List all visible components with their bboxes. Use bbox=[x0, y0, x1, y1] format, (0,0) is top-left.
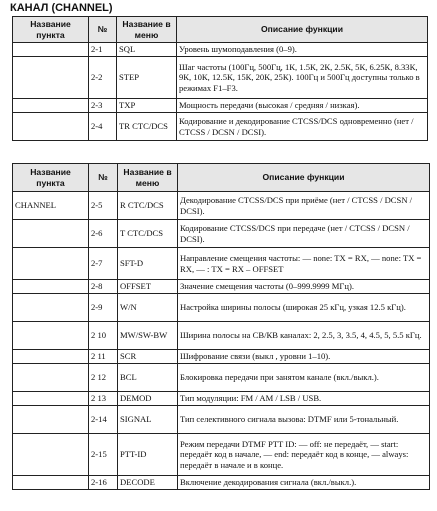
header-num: № bbox=[89, 17, 117, 43]
cell-item bbox=[13, 57, 89, 99]
cell-item bbox=[13, 113, 89, 141]
table-row bbox=[13, 392, 430, 406]
cell-menu: SFT-D bbox=[118, 248, 178, 280]
cell-menu: SCR bbox=[118, 350, 178, 364]
cell-num: 2-1 bbox=[89, 43, 117, 57]
cell-menu: PTT-ID bbox=[118, 434, 178, 476]
cell-desc: Включение декодирования сигнала (вкл./выкл.). bbox=[178, 476, 430, 490]
cell-num: 2-6 bbox=[89, 220, 118, 248]
cell-num: 2-8 bbox=[89, 280, 118, 294]
cell-menu: DECODE bbox=[118, 476, 178, 490]
cell-num: 2-2 bbox=[89, 57, 117, 99]
cell-num: 2-9 bbox=[89, 294, 118, 322]
header-menu: Название в меню bbox=[118, 164, 178, 192]
cell-desc: Режим передачи DTMF PTT ID: — off: не передаёт, — start: передаёт код в начале, — end: передаёт код в конце, — always: передаёт в начале и в конце. bbox=[178, 434, 430, 476]
cell-item bbox=[13, 476, 89, 490]
table-row bbox=[13, 113, 428, 141]
table-row bbox=[13, 280, 430, 294]
cell-item bbox=[13, 248, 89, 280]
header-desc: Описание функции bbox=[178, 164, 430, 192]
channel-table-2 bbox=[12, 163, 430, 490]
cell-num: 2-7 bbox=[89, 248, 118, 280]
table-row bbox=[13, 364, 430, 392]
cell-item bbox=[13, 280, 89, 294]
cell-item bbox=[13, 294, 89, 322]
cell-desc: Шифрование связи (выкл , уровни 1–10). bbox=[178, 350, 430, 364]
cell-num: 2 10 bbox=[89, 322, 118, 350]
cell-item bbox=[13, 350, 89, 364]
table-row bbox=[13, 476, 430, 490]
table-row bbox=[13, 248, 430, 280]
cell-menu: T CTC/DCS bbox=[118, 220, 178, 248]
header-menu: Название в меню bbox=[117, 17, 177, 43]
table-row bbox=[13, 434, 430, 476]
cell-desc: Тип модуляции: FM / AM / LSB / USB. bbox=[178, 392, 430, 406]
cell-item bbox=[13, 434, 89, 476]
table-row bbox=[13, 350, 430, 364]
cell-desc: Мощность передачи (высокая / средняя / низкая). bbox=[177, 99, 428, 113]
cell-num: 2-15 bbox=[89, 434, 118, 476]
cell-desc: Кодирование CTCSS/DCS при передаче (нет / CTCSS / DCSN / DCSI). bbox=[178, 220, 430, 248]
cell-desc: Уровень шумоподавления (0–9). bbox=[177, 43, 428, 57]
cell-item bbox=[13, 322, 89, 350]
cell-num: 2-4 bbox=[89, 113, 117, 141]
cell-item bbox=[13, 364, 89, 392]
cell-menu: DEMOD bbox=[118, 392, 178, 406]
cell-item bbox=[13, 220, 89, 248]
table-row bbox=[13, 99, 428, 113]
cell-menu: TR CTC/DCS bbox=[117, 113, 177, 141]
cell-num: 2 13 bbox=[89, 392, 118, 406]
cell-menu: BCL bbox=[118, 364, 178, 392]
cell-desc: Направление смещения частоты: — none: TX = RX, — none: TX = RX, — : TX = RX – OFFSET bbox=[178, 248, 430, 280]
cell-item: CHANNEL bbox=[13, 192, 89, 220]
cell-num: 2-14 bbox=[89, 406, 118, 434]
cell-desc: Тип селективного сигнала вызова: DTMF или 5-тональный. bbox=[178, 406, 430, 434]
table-row bbox=[13, 220, 430, 248]
table-row bbox=[13, 43, 428, 57]
cell-num: 2-16 bbox=[89, 476, 118, 490]
cell-menu: W/N bbox=[118, 294, 178, 322]
cell-desc: Ширина полосы на СВ/КВ каналах: 2, 2.5, 3, 3.5, 4, 4.5, 5, 5.5 кГц. bbox=[178, 322, 430, 350]
table-row bbox=[13, 57, 428, 99]
cell-num: 2-5 bbox=[89, 192, 118, 220]
cell-num: 2-3 bbox=[89, 99, 117, 113]
cell-num: 2 11 bbox=[89, 350, 118, 364]
cell-item bbox=[13, 406, 89, 434]
cell-num: 2 12 bbox=[89, 364, 118, 392]
cell-desc: Блокировка передачи при занятом канале (вкл./выкл.). bbox=[178, 364, 430, 392]
channel-table-1 bbox=[12, 16, 428, 141]
table-row bbox=[13, 322, 430, 350]
header-desc: Описание функции bbox=[177, 17, 428, 43]
header-num: № bbox=[89, 164, 118, 192]
cell-desc: Декодирование CTCSS/DCS при приёме (нет / CTCSS / DCSN / DCSI). bbox=[178, 192, 430, 220]
cell-menu: OFFSET bbox=[118, 280, 178, 294]
page-title: КАНАЛ (CHANNEL) bbox=[10, 2, 113, 14]
cell-desc: Настройка ширины полосы (широкая 25 кГц, узкая 12.5 кГц). bbox=[178, 294, 430, 322]
cell-item bbox=[13, 43, 89, 57]
cell-menu: SQL bbox=[117, 43, 177, 57]
cell-desc: Шаг частоты (100Гц, 500Гц, 1К, 1.5К, 2К, 2.5К, 5К, 6.25К, 8.33К, 9К, 10К, 12.5К, 15К, 20К, 25К). 100Гц и 500Гц доступны только в режимах F1–F3. bbox=[177, 57, 428, 99]
cell-item bbox=[13, 99, 89, 113]
cell-desc: Значение смещения частоты (0–999.9999 МГц). bbox=[178, 280, 430, 294]
table-row bbox=[13, 192, 430, 220]
cell-menu: R CTC/DCS bbox=[118, 192, 178, 220]
table-row bbox=[13, 294, 430, 322]
cell-menu: MW/SW-BW bbox=[118, 322, 178, 350]
cell-menu: SIGNAL bbox=[118, 406, 178, 434]
cell-menu: STEP bbox=[117, 57, 177, 99]
cell-item bbox=[13, 392, 89, 406]
header-item: Название пункта bbox=[13, 17, 89, 43]
table-row bbox=[13, 406, 430, 434]
cell-desc: Кодирование и декодирование CTCSS/DCS одновременно (нет / CTCSS / DCSN / DCSI). bbox=[177, 113, 428, 141]
cell-menu: TXP bbox=[117, 99, 177, 113]
header-item: Название пункта bbox=[13, 164, 89, 192]
